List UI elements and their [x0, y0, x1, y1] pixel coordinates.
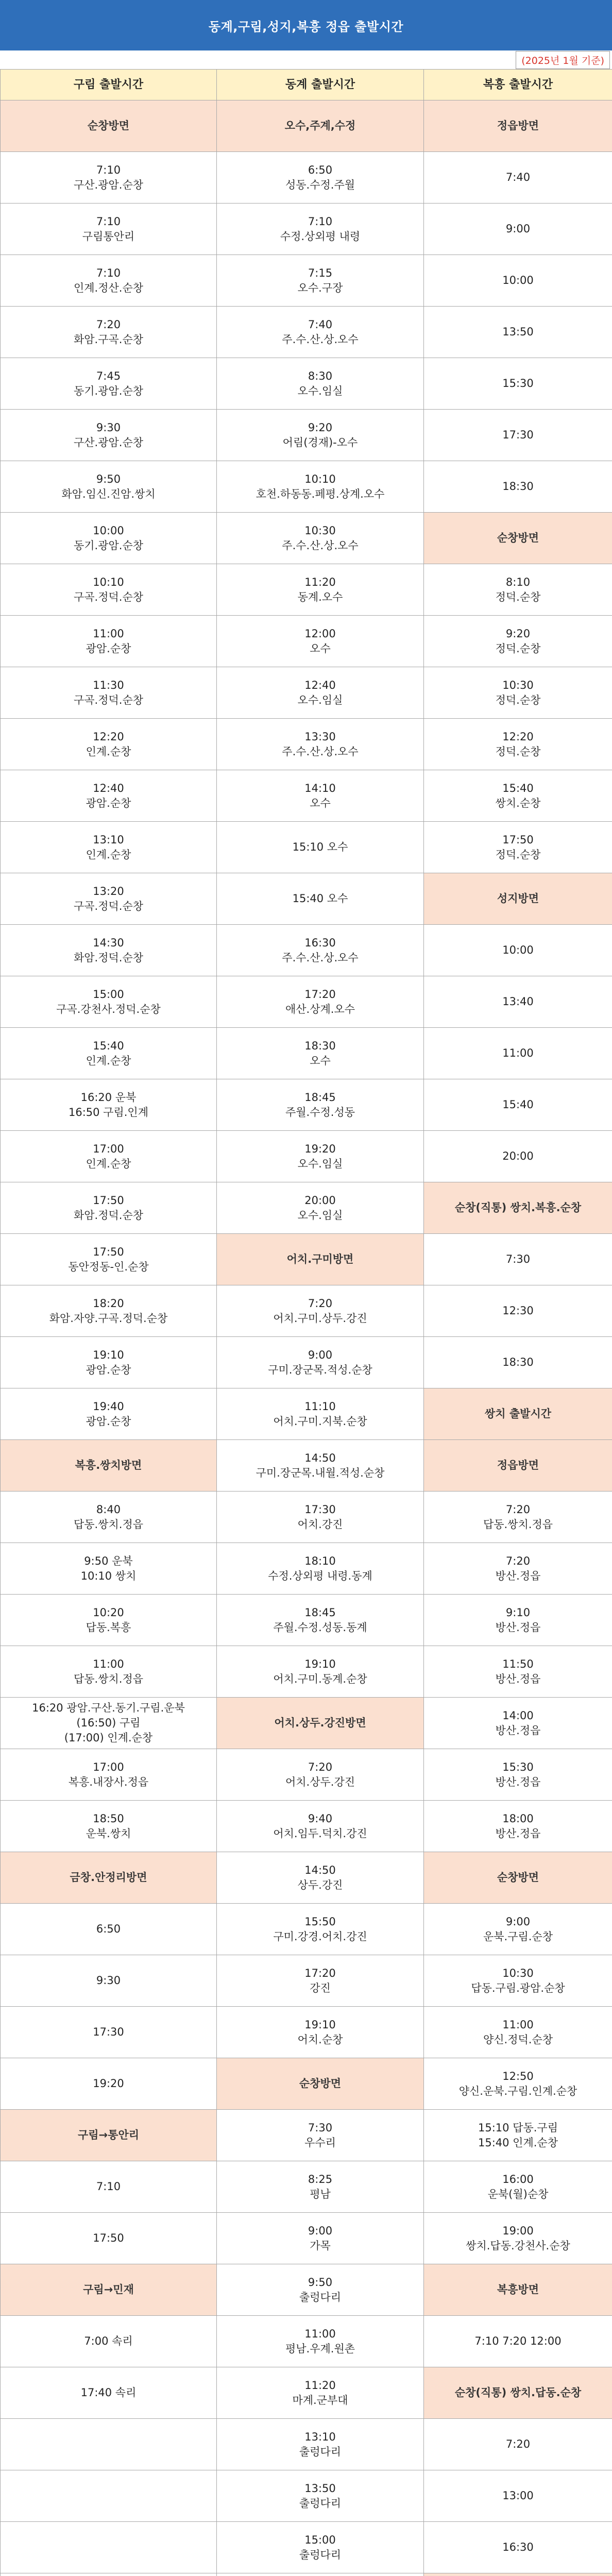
- departure-cell-donggye: 20:00 오수.임실: [217, 1182, 424, 1234]
- departure-cell-bokheung: 19:00 쌍치.답동.강천사.순창: [424, 2213, 612, 2264]
- departure-cell-bokheung: 11:00: [424, 1028, 612, 1079]
- departure-cell-gurim: 15:00 구곡.강천사.정덕.순창: [1, 976, 217, 1028]
- departure-cell-gurim: 11:30 구곡.정덕.순창: [1, 667, 217, 719]
- schedule-row: [1, 358, 612, 410]
- section-header-bokheung: 순창(직통) 쌍치.복흥.순창: [424, 1182, 612, 1234]
- departure-cell-donggye: 14:50 구미.장군목.내월.적성.순창: [217, 1440, 424, 1492]
- departure-cell-gurim: 10:00 동기.광암.순창: [1, 513, 217, 564]
- departure-cell-donggye: 13:10 출렁다리: [217, 2419, 424, 2470]
- section-header-gurim: 순창방면: [1, 100, 217, 152]
- departure-cell-donggye: 19:20 오수.임실: [217, 1131, 424, 1182]
- departure-cell-gurim: 7:10 인계.정산.순창: [1, 255, 217, 307]
- departure-cell-gurim: 18:50 운북.쌍치: [1, 1801, 217, 1852]
- departure-cell-gurim: 17:50 동안정동-인.순창: [1, 1234, 217, 1285]
- departure-cell-gurim: 12:20 인계.순창: [1, 719, 217, 770]
- departure-cell-gurim: 9:50 운북 10:10 쌍치: [1, 1543, 217, 1595]
- departure-cell-donggye: 17:20 애산.상계.오수: [217, 976, 424, 1028]
- departure-cell-donggye: 9:40 어치.임두.덕치.강진: [217, 1801, 424, 1852]
- schedule-row: [1, 2367, 612, 2419]
- section-header-bokheung: 순창방면: [424, 1852, 612, 1904]
- departure-cell-gurim: 19:20: [1, 2058, 217, 2110]
- schedule-row: [1, 1543, 612, 1595]
- schedule-row: [1, 1904, 612, 1955]
- section-header-bokheung: 정읍방면: [424, 1440, 612, 1492]
- departure-cell-donggye: 9:50 출렁다리: [217, 2264, 424, 2316]
- departure-cell-donggye: 14:10 오수: [217, 770, 424, 822]
- schedule-row: [1, 1079, 612, 1131]
- schedule-row: [1, 2316, 612, 2367]
- departure-cell-gurim: 10:10 구곡.정덕.순창: [1, 564, 217, 616]
- date-note: (2025년 1월 기준): [516, 51, 610, 69]
- departure-cell-donggye: 10:30 주.수.산.상.오수: [217, 513, 424, 564]
- departure-cell-donggye: 9:00 가목: [217, 2213, 424, 2264]
- departure-cell-donggye: 13:30 주.수.산.상.오수: [217, 719, 424, 770]
- departure-cell-donggye: 15:40 오수: [217, 873, 424, 925]
- departure-cell-bokheung: 7:20: [424, 2419, 612, 2470]
- column-header-gurim: 구림 출발시간: [1, 70, 217, 100]
- schedule-row: [1, 2213, 612, 2264]
- departure-cell-donggye: 7:10 수정.상외평 내령: [217, 204, 424, 255]
- header-row: [1, 70, 612, 100]
- schedule-row: [1, 1801, 612, 1852]
- departure-cell-gurim: 7:10 구림통안리: [1, 204, 217, 255]
- departure-cell-gurim: 10:20 답동.복흥: [1, 1595, 217, 1646]
- schedule-row: [1, 1440, 612, 1492]
- departure-cell-bokheung: 10:00: [424, 925, 612, 976]
- departure-cell-donggye: 16:30 주.수.산.상.오수: [217, 925, 424, 976]
- departure-cell-gurim: 7:00 속리: [1, 2316, 217, 2367]
- departure-cell-bokheung: 16:00 운북(월)순창: [424, 2161, 612, 2213]
- departure-cell-bokheung: 13:50: [424, 307, 612, 358]
- departure-cell-bokheung: 15:10 답동.구림 15:40 인계.순창: [424, 2110, 612, 2161]
- departure-cell-gurim: 16:20 광암.구산.동기.구림.운북 (16:50) 구림 (17:00) 인계.순창: [1, 1698, 217, 1749]
- schedule-row: [1, 204, 612, 255]
- schedule-row: [1, 1852, 612, 1904]
- departure-cell-gurim: 9:50 화암.임신.진암.쌍치: [1, 461, 217, 513]
- departure-cell-donggye: 15:50 구미.강경.어치.강진: [217, 1904, 424, 1955]
- section-header-bokheung: 정읍방면: [424, 100, 612, 152]
- departure-cell-bokheung: 15:30: [424, 358, 612, 410]
- departure-cell-donggye: 7:20 어치.구미.상두.강진: [217, 1285, 424, 1337]
- departure-cell-gurim: 12:40 광암.순창: [1, 770, 217, 822]
- departure-cell-gurim: 9:30 구산.광암.순창: [1, 410, 217, 461]
- departure-cell-donggye: 18:10 수정.상외평 내령.동계: [217, 1543, 424, 1595]
- departure-cell-bokheung: 10:30 정덕.순창: [424, 667, 612, 719]
- departure-cell-donggye: [217, 2573, 424, 2576]
- departure-cell-bokheung: 7:20 방산.정읍: [424, 1543, 612, 1595]
- schedule-row: [1, 152, 612, 204]
- departure-cell-gurim: [1, 2573, 217, 2576]
- schedule-row: [1, 1698, 612, 1749]
- section-header-gurim: 복흥.쌍치방면: [1, 1440, 217, 1492]
- departure-cell-bokheung: 7:30: [424, 1234, 612, 1285]
- schedule-row: [1, 976, 612, 1028]
- departure-cell-gurim: 17:50: [1, 2213, 217, 2264]
- schedule-row: [1, 1388, 612, 1440]
- departure-cell-bokheung: 9:00 운북.구림.순창: [424, 1904, 612, 1955]
- departure-cell-donggye: 7:30 우수리: [217, 2110, 424, 2161]
- departure-cell-gurim: 13:20 구곡.정덕.순창: [1, 873, 217, 925]
- schedule-row: [1, 1028, 612, 1079]
- departure-cell-donggye: 11:20 동계.오수: [217, 564, 424, 616]
- departure-cell-donggye: 15:00 출렁다리: [217, 2522, 424, 2573]
- departure-cell-donggye: 12:40 오수.임실: [217, 667, 424, 719]
- departure-cell-donggye: 18:45 주월.수정.성동.동계: [217, 1595, 424, 1646]
- departure-cell-donggye: 18:30 오수: [217, 1028, 424, 1079]
- departure-cell-bokheung: 12:30: [424, 1285, 612, 1337]
- schedule-row: [1, 1646, 612, 1698]
- schedule-row: [1, 564, 612, 616]
- schedule-row: [1, 667, 612, 719]
- departure-cell-bokheung: 11:00 양신.정덕.순창: [424, 2007, 612, 2058]
- departure-cell-bokheung: 15:40: [424, 1079, 612, 1131]
- departure-cell-bokheung: 7:20 답동.쌍치.정읍: [424, 1492, 612, 1543]
- departure-cell-gurim: 11:00 답동.쌍치.정읍: [1, 1646, 217, 1698]
- departure-cell-donggye: 11:20 마계.군부대: [217, 2367, 424, 2419]
- departure-cell-bokheung: 9:00: [424, 204, 612, 255]
- departure-cell-gurim: [1, 2470, 217, 2522]
- departure-cell-bokheung: 16:30: [424, 2522, 612, 2573]
- departure-cell-donggye: 18:45 주월.수정.성동: [217, 1079, 424, 1131]
- schedule-row: [1, 1955, 612, 2007]
- departure-cell-bokheung: 15:40 쌍치.순창: [424, 770, 612, 822]
- departure-cell-bokheung: 9:10 방산.정읍: [424, 1595, 612, 1646]
- departure-cell-gurim: 17:50 화암.정덕.순창: [1, 1182, 217, 1234]
- departure-cell-gurim: [1, 2522, 217, 2573]
- departure-cell-donggye: 17:20 강진: [217, 1955, 424, 2007]
- schedule-row: [1, 2058, 612, 2110]
- departure-cell-gurim: [1, 2419, 217, 2470]
- departure-cell-donggye: 7:20 어치.상두.강진: [217, 1749, 424, 1801]
- schedule-row: [1, 2161, 612, 2213]
- schedule-row: [1, 873, 612, 925]
- departure-cell-bokheung: 15:30 방산.정읍: [424, 1749, 612, 1801]
- section-header-donggye: 어치.상두.강진방면: [217, 1698, 424, 1749]
- departure-cell-gurim: 9:30: [1, 1955, 217, 2007]
- departure-cell-gurim: 8:40 답동.쌍치.정읍: [1, 1492, 217, 1543]
- schedule-row: [1, 1234, 612, 1285]
- departure-cell-donggye: 19:10 어치.순창: [217, 2007, 424, 2058]
- section-header-bokheung: 성지방면: [424, 873, 612, 925]
- departure-cell-gurim: 7:10 구산.광암.순창: [1, 152, 217, 204]
- departure-cell-gurim: 7:10: [1, 2161, 217, 2213]
- departure-cell-donggye: 15:10 오수: [217, 822, 424, 873]
- schedule-row: [1, 1492, 612, 1543]
- departure-cell-gurim: 13:10 인계.순창: [1, 822, 217, 873]
- departure-cell-donggye: 12:00 오수: [217, 616, 424, 667]
- section-header-donggye: 순창방면: [217, 2058, 424, 2110]
- departure-cell-donggye: 11:10 어치.구미.지북.순창: [217, 1388, 424, 1440]
- note-row: [0, 50, 612, 69]
- schedule-row: [1, 1131, 612, 1182]
- section-header-gurim: 금창.안정리방면: [1, 1852, 217, 1904]
- departure-cell-gurim: 16:20 운북 16:50 구림.인계: [1, 1079, 217, 1131]
- departure-cell-bokheung: 18:30: [424, 1337, 612, 1388]
- departure-cell-bokheung: 9:20 정덕.순창: [424, 616, 612, 667]
- departure-cell-bokheung: 13:40: [424, 976, 612, 1028]
- departure-cell-donggye: 8:30 오수.임실: [217, 358, 424, 410]
- schedule-row: [1, 2522, 612, 2573]
- schedule-row: [1, 1595, 612, 1646]
- section-header-bokheung: 순창(직통) 쌍치.답동.순창: [424, 2367, 612, 2419]
- departure-cell-bokheung: 10:00: [424, 255, 612, 307]
- departure-cell-donggye: 14:50 상두.강진: [217, 1852, 424, 1904]
- departure-cell-bokheung: 12:50 양신.운북.구림.인계.순창: [424, 2058, 612, 2110]
- departure-cell-donggye: 11:00 평남.우계.원촌: [217, 2316, 424, 2367]
- departure-cell-bokheung: 18:00 방산.정읍: [424, 1801, 612, 1852]
- departure-cell-bokheung: 13:00: [424, 2470, 612, 2522]
- departure-cell-donggye: 19:10 어치.구미.동계.순창: [217, 1646, 424, 1698]
- departure-cell-donggye: 6:50 성동.수정.주월: [217, 152, 424, 204]
- departure-cell-gurim: 7:20 화암.구곡.순창: [1, 307, 217, 358]
- schedule-row: [1, 2007, 612, 2058]
- schedule-row: [1, 307, 612, 358]
- page-title: 동계,구림,성지,복흥 정읍 출발시간: [0, 0, 612, 50]
- schedule-row: [1, 2110, 612, 2161]
- departure-cell-gurim: 17:40 속리: [1, 2367, 217, 2419]
- departure-cell-gurim: 11:00 광암.순창: [1, 616, 217, 667]
- departure-cell-donggye: 9:00 구미.장군목.적성.순창: [217, 1337, 424, 1388]
- departure-cell-bokheung: 14:00 방산.정읍: [424, 1698, 612, 1749]
- departure-cell-gurim: 18:20 화암.자양.구곡.정덕.순창: [1, 1285, 217, 1337]
- departure-cell-gurim: 19:40 광암.순창: [1, 1388, 217, 1440]
- schedule-row: [1, 2264, 612, 2316]
- schedule-row: [1, 100, 612, 152]
- departure-cell-donggye: 8:25 평남: [217, 2161, 424, 2213]
- column-header-donggye: 동계 출발시간: [217, 70, 424, 100]
- schedule-row: [1, 513, 612, 564]
- departure-cell-donggye: 7:40 주.수.산.상.오수: [217, 307, 424, 358]
- departure-cell-gurim: 14:30 화암.정덕.순창: [1, 925, 217, 976]
- section-header-bokheung: 순창방면: [424, 513, 612, 564]
- departure-cell-donggye: 13:50 출렁다리: [217, 2470, 424, 2522]
- departure-cell-bokheung: 10:30 답동.구림.광암.순창: [424, 1955, 612, 2007]
- schedule-row: [1, 616, 612, 667]
- schedule-row: [1, 719, 612, 770]
- departure-cell-donggye: 17:30 어치.강진: [217, 1492, 424, 1543]
- departure-cell-bokheung: 17:50 정덕.순창: [424, 822, 612, 873]
- section-header-donggye: 어치.구미방면: [217, 1234, 424, 1285]
- departure-cell-donggye: 7:15 오수.구장: [217, 255, 424, 307]
- departure-cell-bokheung: 7:40: [424, 152, 612, 204]
- schedule-row: [1, 1749, 612, 1801]
- departure-cell-donggye: 10:10 호천.하동동.페평.상계.오수: [217, 461, 424, 513]
- departure-cell-bokheung: 20:00: [424, 1131, 612, 1182]
- column-header-bokheung: 복흥 출발시간: [424, 70, 612, 100]
- departure-cell-bokheung: 17:30: [424, 410, 612, 461]
- departure-cell-gurim: 17:30: [1, 2007, 217, 2058]
- schedule-row: [1, 410, 612, 461]
- section-header-gurim: 구림→통안리: [1, 2110, 217, 2161]
- departure-cell-bokheung: 8:10 정덕.순창: [424, 564, 612, 616]
- departure-cell-gurim: 19:10 광암.순창: [1, 1337, 217, 1388]
- departure-cell-bokheung: 11:50 방산.정읍: [424, 1646, 612, 1698]
- departure-cell-gurim: 7:45 동기.광암.순창: [1, 358, 217, 410]
- schedule-row: [1, 2573, 612, 2576]
- schedule-row: [1, 2419, 612, 2470]
- section-header-bokheung: 복흥방면: [424, 2264, 612, 2316]
- schedule-row: [1, 822, 612, 873]
- departure-cell-gurim: 15:40 인계.순창: [1, 1028, 217, 1079]
- schedule-row: [1, 461, 612, 513]
- schedule-row: [1, 925, 612, 976]
- departure-cell-gurim: 6:50: [1, 1904, 217, 1955]
- schedule-row: [1, 1285, 612, 1337]
- section-header-gurim: 구림→민재: [1, 2264, 217, 2316]
- schedule-row: [1, 1182, 612, 1234]
- section-header-donggye: 오수,주계,수정: [217, 100, 424, 152]
- section-header-bokheung: [424, 2573, 612, 2576]
- schedule-body: [1, 100, 612, 2576]
- departure-cell-bokheung: 7:10 7:20 12:00: [424, 2316, 612, 2367]
- schedule-row: [1, 2470, 612, 2522]
- schedule-table: [0, 69, 612, 2576]
- departure-cell-donggye: 9:20 어림(경재)-오수: [217, 410, 424, 461]
- schedule-row: [1, 255, 612, 307]
- schedule-row: [1, 1337, 612, 1388]
- section-header-bokheung: 쌍치 출발시간: [424, 1388, 612, 1440]
- departure-cell-bokheung: 18:30: [424, 461, 612, 513]
- departure-cell-gurim: 17:00 인계.순창: [1, 1131, 217, 1182]
- departure-cell-bokheung: 12:20 정덕.순창: [424, 719, 612, 770]
- schedule-row: [1, 770, 612, 822]
- departure-cell-gurim: 17:00 복흥.내장사.정읍: [1, 1749, 217, 1801]
